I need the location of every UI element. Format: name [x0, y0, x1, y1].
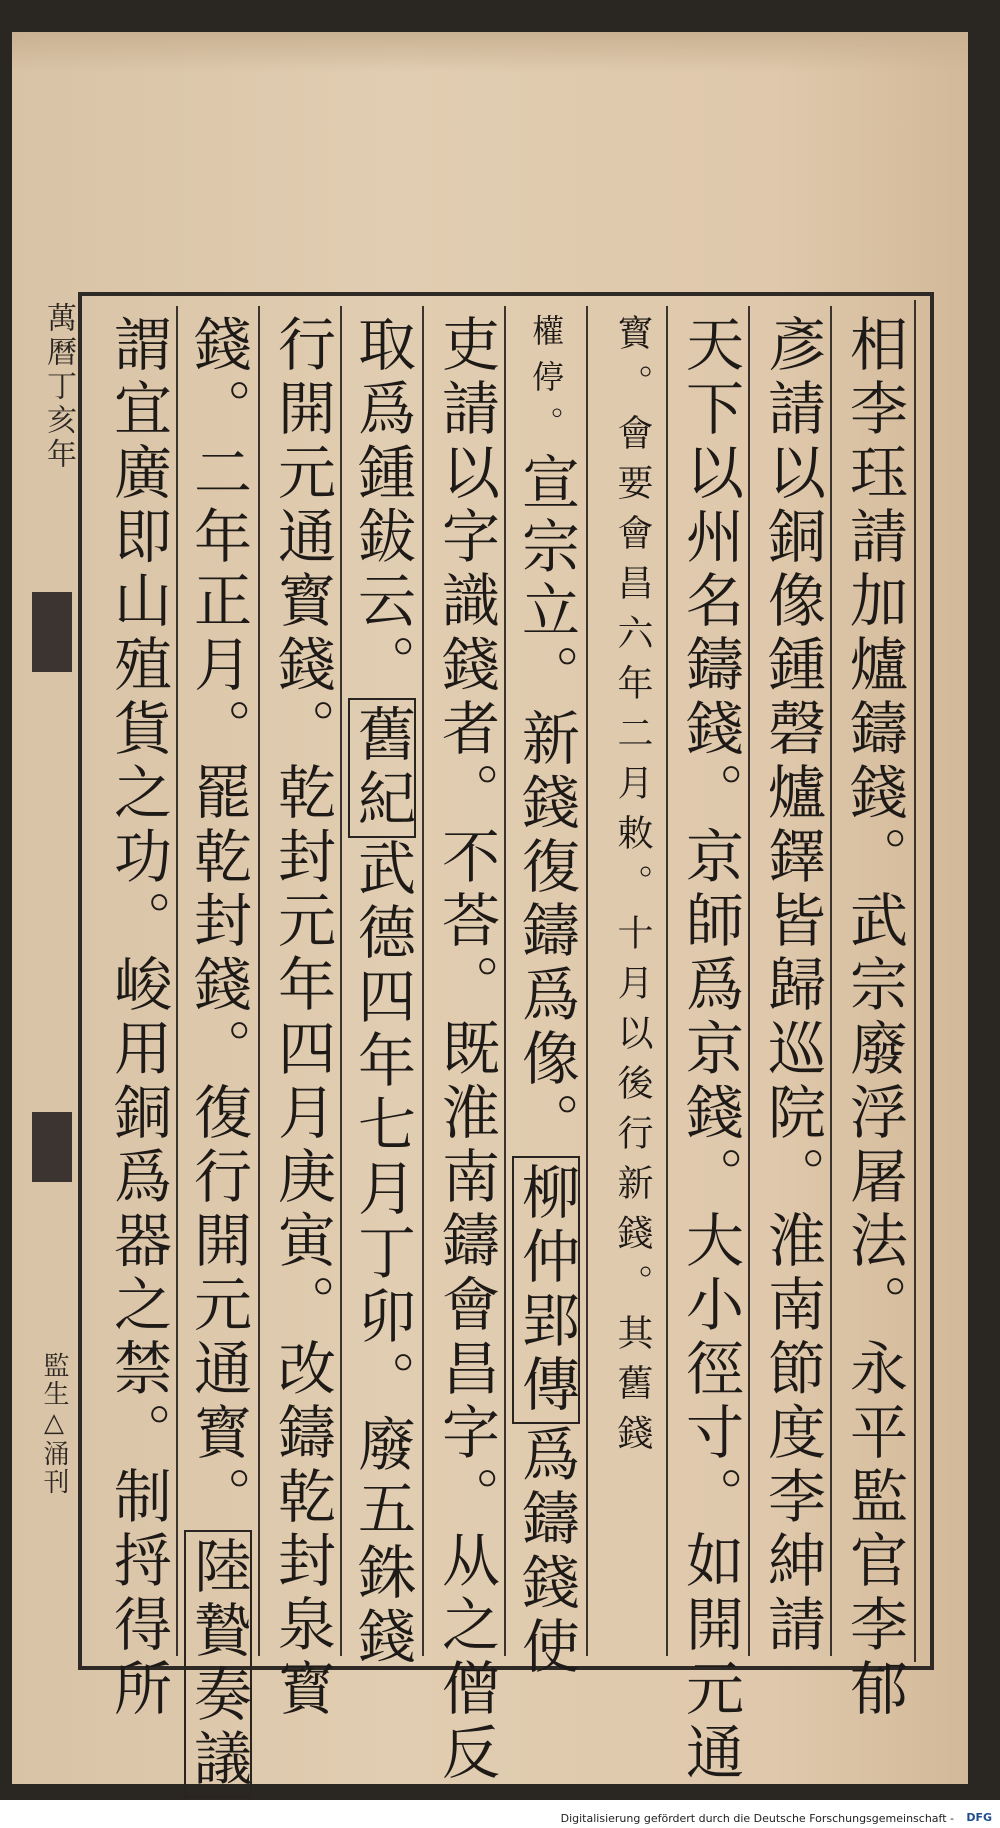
- column-rule: [666, 306, 668, 1656]
- column-rule: [748, 306, 750, 1656]
- text-column-9: [184, 314, 252, 1798]
- fore-edge-margin: [26, 292, 78, 1670]
- small-note: 權停。: [527, 314, 565, 452]
- margin-printer-note: 監生△涌刊: [39, 1352, 69, 1496]
- text-column-5: [512, 314, 580, 1680]
- digitization-footer: [0, 1808, 1000, 1828]
- source-citation-box: 陸贄奏議: [184, 1530, 252, 1798]
- margin-reign-title: 萬曆丁亥年: [41, 302, 76, 472]
- main-text: 錢。二年正月。罷乾封錢。復行開元通寳。: [184, 314, 252, 1530]
- column-rule: [340, 306, 342, 1656]
- book-page: [12, 32, 968, 1792]
- column-rule: [422, 306, 424, 1656]
- text-column-6: 吏請以字識錢者。不荅。既淮南鑄會昌字。从之僧反: [432, 314, 500, 1786]
- text-column-1: 相李珏請加爐鑄錢。武宗廢浮屠法。永平監官李郁: [840, 314, 908, 1722]
- main-text: 宣宗立。新錢復鑄爲像。: [512, 452, 580, 1156]
- column-rule: [586, 306, 588, 1656]
- text-column-7: [348, 314, 416, 1670]
- source-citation-box: 舊紀: [348, 698, 416, 838]
- margin-ink-block: [32, 1112, 72, 1182]
- main-text: 武德四年七月丁卯。廢五銖錢: [348, 838, 416, 1670]
- column-rule: [258, 306, 260, 1656]
- main-text: 取爲鍾鈸云。: [348, 314, 416, 698]
- text-column-10: 謂宜廣即山殖貨之功。峻用銅爲器之禁。制捋得所: [104, 314, 172, 1722]
- column-rule: [830, 306, 832, 1656]
- margin-ink-block: [32, 592, 72, 672]
- text-column-4-annotation: 寳。會要會昌六年二月敕。十月以後行新錢。其舊錢: [612, 314, 653, 1464]
- text-column-2: 彥請以銅像鍾磬爐鐸皆歸巡院。淮南節度李紳請: [758, 314, 826, 1658]
- text-frame: [78, 292, 934, 1792]
- dfg-logo: DFG: [966, 1811, 992, 1824]
- text-column-3: 天下以州名鑄錢。京師爲京錢。大小徑寸。如開元通: [676, 314, 744, 1786]
- main-text: 爲鑄錢使: [512, 1424, 580, 1680]
- column-rule: [504, 306, 506, 1656]
- column-rule: [176, 306, 178, 1656]
- funding-credit: Digitalisierung gefördert durch die Deutsche Forschungsgemeinschaft -: [560, 1812, 954, 1825]
- source-citation-box: 柳仲郢傳: [512, 1156, 580, 1424]
- text-column-8: 行開元通寳錢。乾封元年四月庚寅。改鑄乾封泉寳: [268, 314, 336, 1722]
